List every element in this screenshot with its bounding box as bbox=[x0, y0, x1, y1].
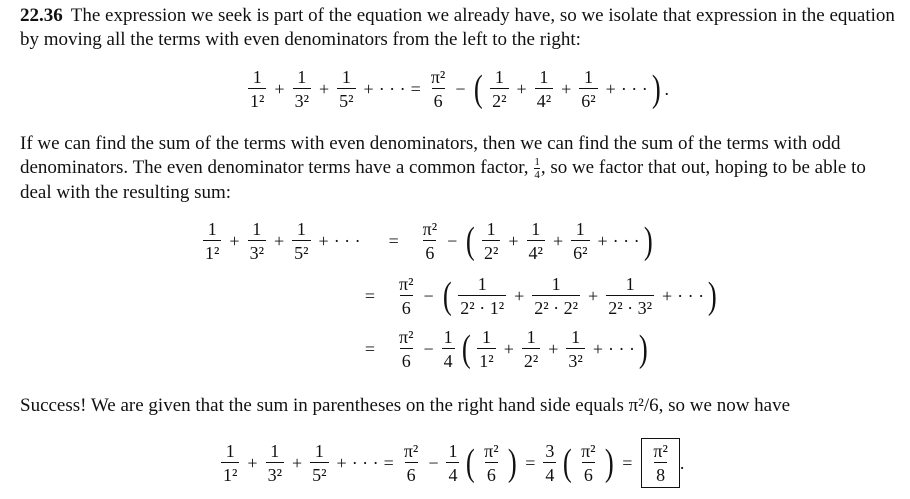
aligned-row-3: = $\frac{\text{π²}}{6}$ − $\frac{1}{4}$ ( $\frac{1}{\text{1²}}$ + $\frac{1}{\text{2²}}$ + $\frac{1}{\text{3²}}$ + · · · ) bbox=[364, 327, 648, 371]
boxed-answer: $\frac{\text{π²}}{8}$ bbox=[641, 438, 679, 488]
problem-number: 22.36 bbox=[20, 5, 63, 26]
aligned-row-2: = $\frac{\text{π²}}{6}$ − ( $\frac{1}{\text{2² · 1²}}$ + $\frac{1}{\text{2² · 2²}}$ + $\frac{1}{\text{2² · 3²}}$ + · · · ) bbox=[364, 274, 717, 318]
frac-term: $\frac{1}{\text{1²}}$ bbox=[250, 67, 265, 111]
paragraph-intro bbox=[20, 4, 896, 52]
aligned-row-1: $\frac{1}{\text{1²}}$ + $\frac{1}{\text{3²}}$ + $\frac{1}{\text{5²}}$ + · · · = $\frac{\text{π²}}{6}$ − ( $\frac{1}{\text{2²}}$ + $\frac{1}{\text{4²}}$ + $\frac{1}{\text{6²}}$ + · · · ) bbox=[205, 219, 653, 263]
intro-text: The expression we seek is part of the equation we already have, so we isolate that expression in the equation by moving all the terms with even denominators from the left to the right: bbox=[20, 5, 895, 50]
equation-1: $\frac{1}{\text{1²}}$ + $\frac{1}{\text{3²}}$ + $\frac{1}{\text{5²}}$ + · · · = $\frac{\text{π²}}{6}$ − ( $\frac{1}{\text{2²}}$ + $\frac{1}{\text{4²}}$ + $\frac{1}{\text{6²}}$ + · · · ) . bbox=[250, 67, 669, 111]
equation-final: $\frac{1}{\text{1²}}$ + $\frac{1}{\text{3²}}$ + $\frac{1}{\text{5²}}$ + · · · = $\frac{\text{π²}}{6}$ − $\frac{1}{4}$ ( $\frac{\text{π²}}{6}$ ) = $\frac{3}{4}$ ( $\frac{\text{π²}}{6}$ ) = $\frac{\text{π²}}{8}$ . bbox=[218, 438, 684, 488]
paragraph-success: Success! We are given that the sum in parentheses on the right hand side equals π²/6, so we now have bbox=[20, 395, 791, 416]
quarter-fraction: $\frac{1}{4}$ bbox=[534, 155, 540, 181]
paragraph-factor: If we can find the sum of the terms with even denominators, then we can find the sum of the terms with odd denominators. The even denominator terms have a common factor, $\frac{1}{4}$ , so we factor that out, hoping to be able to deal with the resulting sum: bbox=[20, 133, 866, 203]
